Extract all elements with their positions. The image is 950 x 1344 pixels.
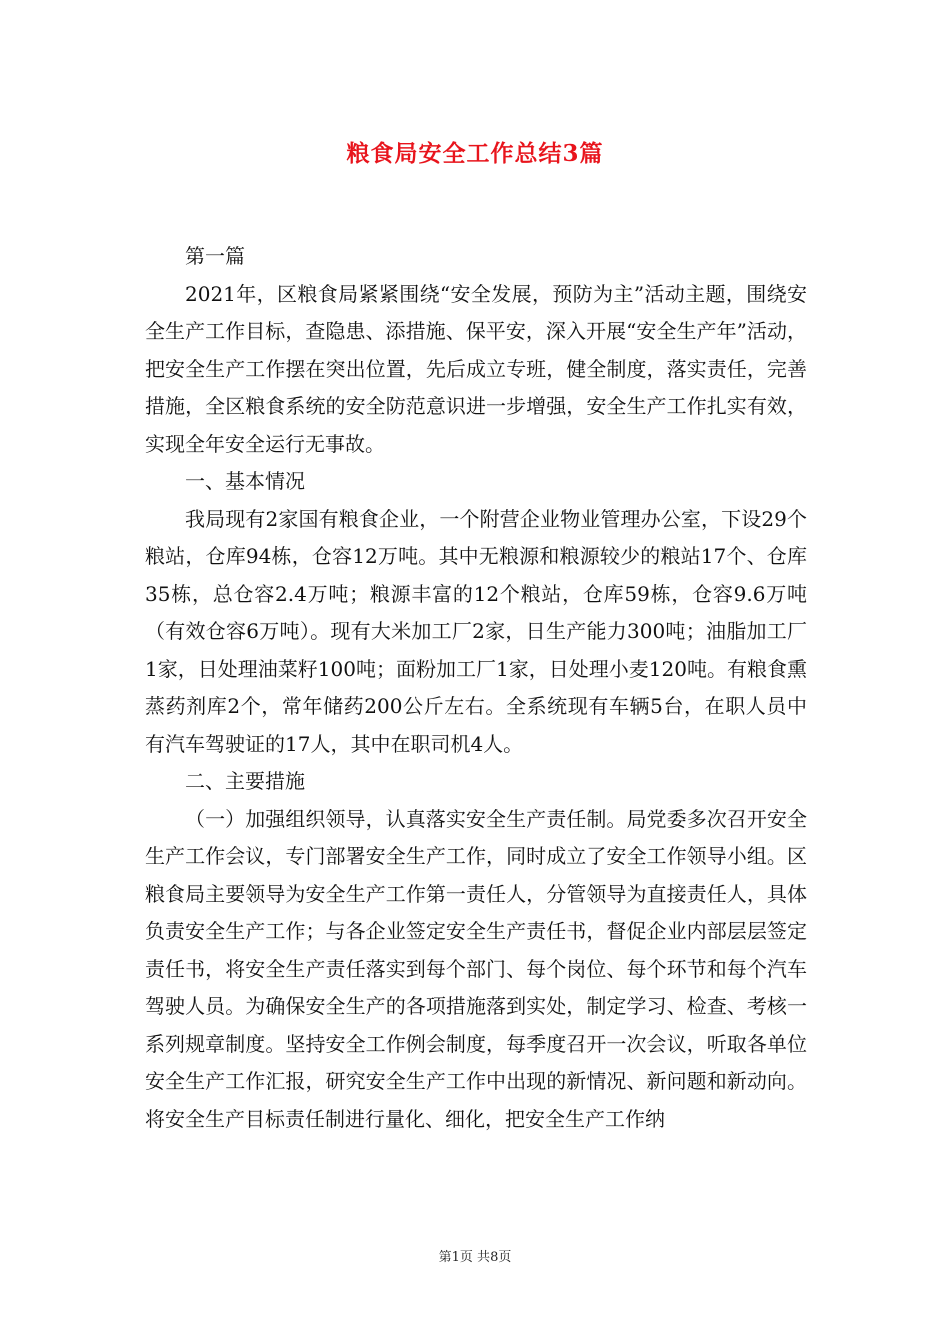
page-number-footer (0, 1246, 950, 1265)
section-heading-part-one: 第一篇 (185, 244, 245, 268)
footer-prefix: 第 (438, 1250, 452, 1265)
document-title: 粮食局安全工作总结3篇 (346, 140, 604, 167)
section-heading-main-measures: 二、主要措施 (185, 769, 305, 793)
footer-mid: 页 共 (459, 1250, 491, 1265)
footer-suffix: 页 (498, 1250, 512, 1265)
footer-total-pages: 8 (490, 1250, 499, 1265)
paragraph-basic-situation: 我局现有2家国有粮食企业，一个附营企业物业管理办公室，下设29个粮站，仓库94栋，仓容12万吨。其中无粮源和粮源较少的粮站17个、仓库35栋，总仓容2.4万吨；粮源丰富的12个粮站，仓库59栋，仓容9.6万吨（有效仓容6万吨）。现有大米加工厂2家，日生产能力300吨；油脂加工厂1家，日处理油菜籽100吨；面粉加工厂1家，日处理小麦120吨。有粮食熏蒸药剂库2个，常年储药200公斤左右。全系统现有车辆5台，在职人员中有汽车驾驶证的17人，其中在职司机4人。 (145, 506, 807, 756)
document-body (145, 238, 807, 1138)
paragraph-intro: 2021年，区粮食局紧紧围绕“安全发展，预防为主”活动主题，围绕安全生产工作目标，查隐患、添措施、保平安，深入开展“安全生产年”活动，把安全生产工作摆在突出位置，先后成立专班，健全制度，落实责任，完善措施，全区粮食系统的安全防范意识进一步增强，安全生产工作扎实有效，实现全年安全运行无事故。 (145, 281, 807, 456)
footer-current-page: 1 (451, 1250, 460, 1265)
paragraph-measure-one: （一）加强组织领导，认真落实安全生产责任制。局党委多次召开安全生产工作会议，专门部署安全生产工作，同时成立了安全工作领导小组。区粮食局主要领导为安全生产工作第一责任人，分管领导为直接责任人，具体负责安全生产工作；与各企业签定安全生产责任书，督促企业内部层层签定责任书，将安全生产责任落实到每个部门、每个岗位、每个环节和每个汽车驾驶人员。为确保安全生产的各项措施落到实处，制定学习、检查、考核一系列规章制度。坚持安全工作例会制度，每季度召开一次会议，听取各单位安全生产工作汇报，研究安全生产工作中出现的新情况、新问题和新动向。将安全生产目标责任制进行量化、细化，把安全生产工作纳 (145, 806, 807, 1131)
section-heading-basic-situation: 一、基本情况 (185, 469, 305, 493)
